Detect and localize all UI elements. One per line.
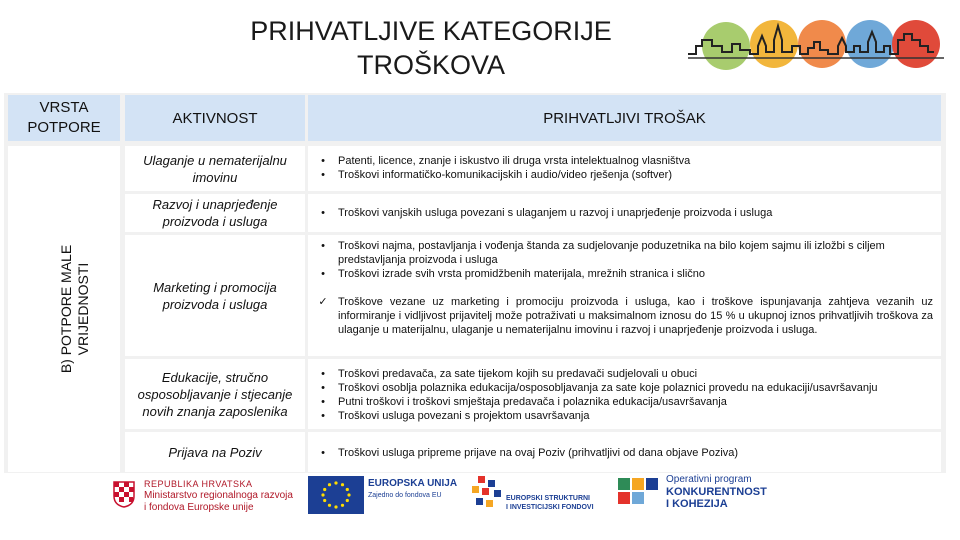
list-item: • Troškovi izrade svih vrsta promidžbenih materijala, mrežnih stranica i slično [321,268,706,280]
ministry-logo-text [144,478,293,514]
eu-line-1: EUROPSKA UNIJA [368,478,458,489]
op-logo-text [666,474,767,510]
side-category-label [58,245,92,373]
ministry-line-2: Ministarstvo regionalnoga razvoja [144,490,293,501]
croatian-coat-of-arms-icon [112,478,136,508]
title-line-1: PRIHVATLJIVE KATEGORIJE [250,16,612,46]
op-line-2: KONKURENTNOST [666,486,767,498]
list-item: • Troškovi informatičko-komunikacijskih i audio/video rješenja (softver) [321,169,672,181]
list-item: • Troškovi usluga povezani s projektom usavršavanja [321,410,590,422]
header-vrsta-potpore: VRSTA POTPORE [8,95,120,141]
activity-cell: Ulaganje u nematerijalnu imovinu [125,146,305,191]
check-icon: ✓ [318,296,328,308]
ministry-line-3: i fondova Europske unije [144,502,254,513]
eu-logo-text [368,478,457,502]
activity-cell: Edukacije, stručno osposobljavanje i stjecanje novih znanja zaposlenika [125,359,305,429]
esif-mosaic-icon [470,474,504,510]
title-line-2: TROŠKOVA [356,50,506,80]
list-item: • Troškovi najma, postavljanja i vođenja štanda za sudjelovanje poduzetnika na bilo kojem sajmu ili izložbi s ciljem predstavljanja proizvoda i usluga [321,240,885,266]
cost-cell [308,194,941,232]
list-item: • Troškovi predavača, za sate tijekom kojih su predavači sudjelovali u obuci [321,368,698,380]
list-item: • Patenti, licence, znanje i iskustvo ili druga vrsta intelektualnog vlasništva [321,155,691,167]
activity-cell: Marketing i promocija proizvoda i usluga [125,235,305,356]
list-item: • Troškovi usluga pripreme prijave na ovaj Poziv (prihvatljivi od dana objave Poziva) [321,447,739,459]
eu-line-2: Zajedno do fondova EU [368,492,442,499]
esif-line-2: I INVESTICIJSKI FONDOVI [506,504,594,511]
city-skyline-logo [688,16,944,72]
side-label-line-1: B) POTPORE MALE [58,244,74,374]
eu-flag-icon [308,476,364,514]
cost-cell [308,359,941,429]
cost-cell [308,146,941,191]
op-line-1: Operativni program [666,474,752,485]
footer-logos [0,470,960,540]
cost-cell [308,432,941,472]
activity-cell: Prijava na Poziv [125,432,305,472]
op-konkurentnost-icon [616,474,662,512]
list-item: • Putni troškovi i troškovi smještaja predavača i polaznika edukacija/usavršavanja [321,396,727,408]
header-prihvatljivi-trosak: PRIHVATLJIVI TROŠAK [308,95,941,141]
note-item: ✓ Troškove vezane uz marketing i promociju proizvoda i usluga, kao i troškove ispunjavanja zahtjeva vezanih uz informiranje i vidljivost prijavitelj može potraživati u maksimalnom iznosu do 15 % u ukupnoj iznos prihvatljivih troškova za ulaganje u materijalnu, ulaganje u nematerijalnu imovinu i razvoj i unaprjeđenje proizvoda i usluga. [308,295,933,337]
header-aktivnost: AKTIVNOST [125,95,305,141]
esif-logo-text [506,494,594,512]
esif-line-1: EUROPSKI STRUKTURNI [506,495,591,502]
side-label-line-2: VRIJEDNOSTI [75,262,91,356]
op-line-3: I KOHEZIJA [666,498,728,510]
ministry-line-1: REPUBLIKA HRVATSKA [144,479,253,489]
list-item: • Troškovi vanjskih usluga povezani s ulaganjem u razvoj i unaprjeđenje proizvoda i usluga [321,207,773,219]
cost-cell [308,235,941,356]
list-item: • Troškovi osoblja polaznika edukacija/osposobljavanja za sate koje polaznici provedu na edukaciji/usavršavanju [321,382,878,394]
activity-cell: Razvoj i unaprjeđenje proizvoda i usluga [125,194,305,232]
slide-title [200,14,662,82]
